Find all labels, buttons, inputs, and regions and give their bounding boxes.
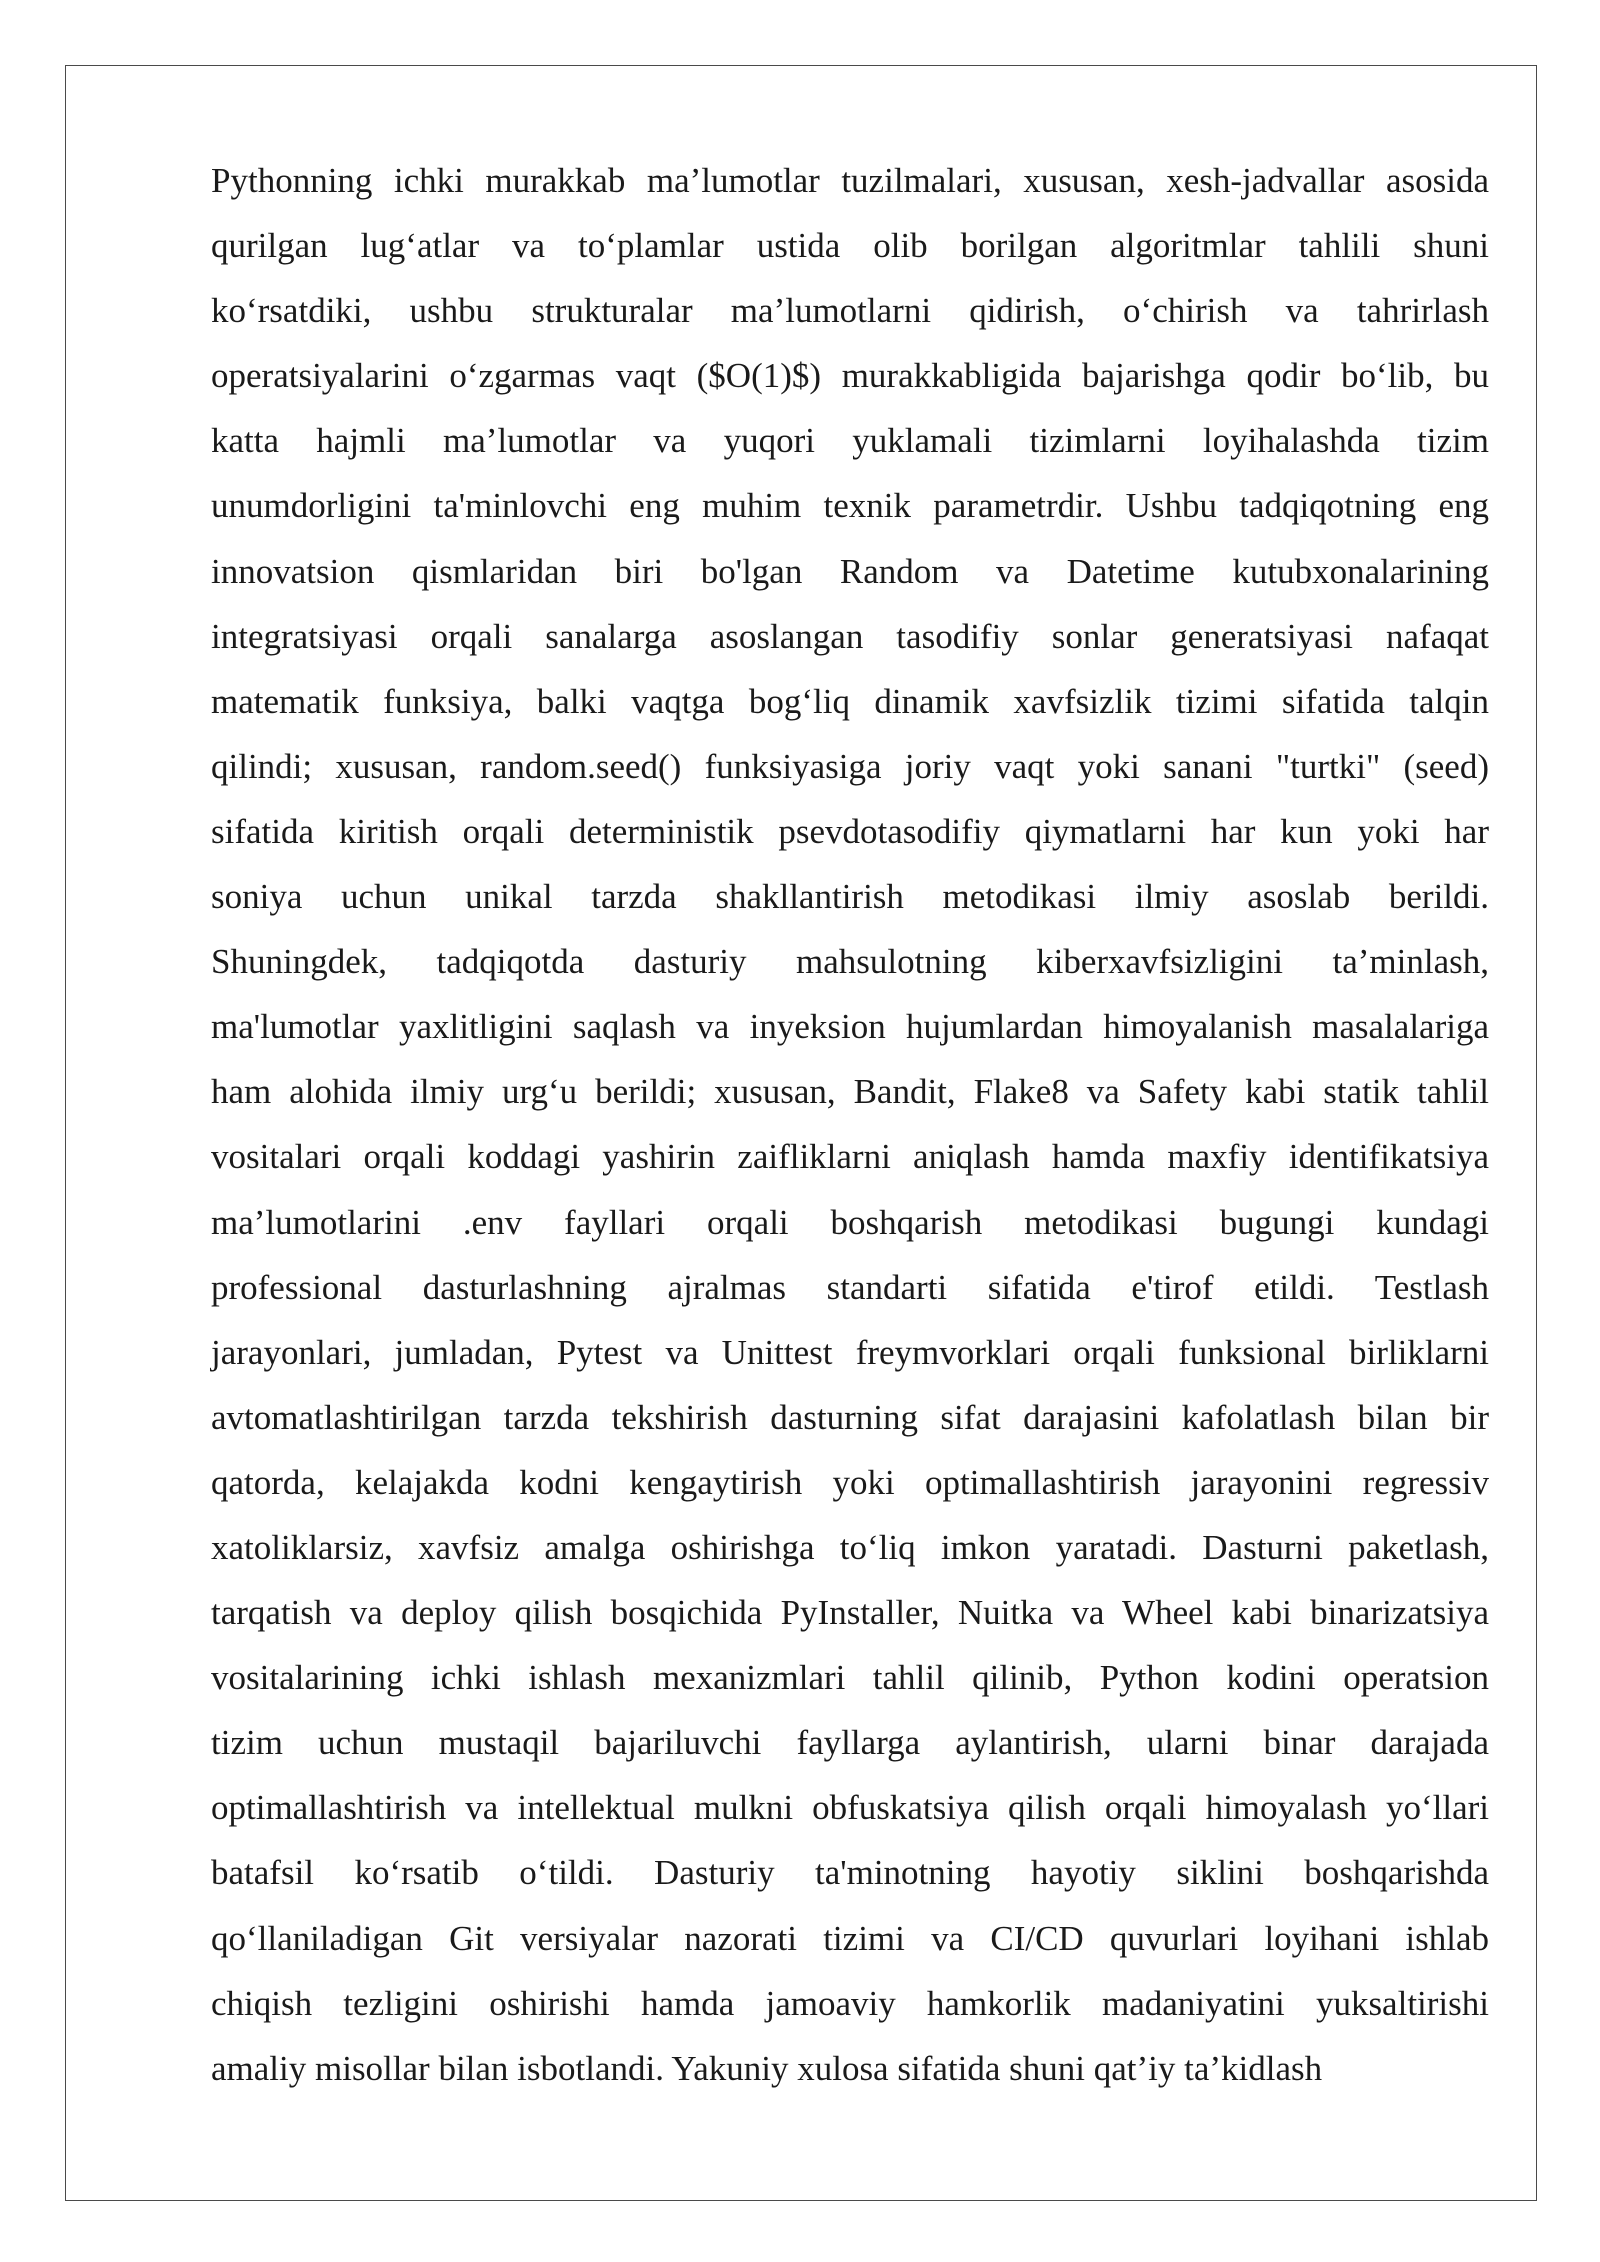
text-line: Pythonning ichki murakkab ma’lumotlar tuzilmalari, xususan, xesh-jadvallar asosida — [211, 161, 1489, 200]
text-line: soniya uchun unikal tarzda shakllantirish metodikasi ilmiy asoslab berildi. — [211, 877, 1489, 917]
text-line: professional dasturlashning ajralmas standarti sifatida e'tirof etildi. Testlash — [211, 1267, 1489, 1307]
text-line: ko‘rsatdiki, ushbu strukturalar ma’lumotlarni qidirish, o‘chirish va tahrirlash — [211, 291, 1489, 331]
text-line: Shuningdek, tadqiqotda dasturiy mahsulotning kiberxavfsizligini ta’minlash, — [211, 942, 1489, 982]
text-line: matematik funksiya, balki vaqtga bog‘liq dinamik xavfsizlik tizimi sifatida talqin — [211, 681, 1489, 721]
text-line: integratsiyasi orqali sanalarga asoslangan tasodifiy sonlar generatsiyasi nafaqat — [211, 616, 1489, 656]
text-line: vositalari orqali koddagi yashirin zaifliklarni aniqlash hamda maxfiy identifikatsiya — [211, 1137, 1489, 1177]
text-line: vositalarining ichki ishlash mexanizmlari tahlil qilinib, Python kodini operatsion — [211, 1658, 1489, 1698]
text-line: tizim uchun mustaqil bajariluvchi fayllarga aylantirish, ularni binar darajada — [211, 1723, 1489, 1763]
text-line: operatsiyalarini o‘zgarmas vaqt ($O(1)$) murakkabligida bajarishga qodir bo‘lib, bu — [211, 356, 1489, 396]
text-line: innovatsion qismlaridan biri bo'lgan Random va Datetime kutubxonalarining — [211, 551, 1489, 591]
text-line: qatorda, kelajakda kodni kengaytirish yoki optimallashtirish jarayonini regressiv — [211, 1462, 1489, 1502]
text-line: batafsil ko‘rsatib o‘tildi. Dasturiy ta'minotning hayotiy siklini boshqarishda — [211, 1853, 1489, 1893]
text-line: xatoliklarsiz, xavfsiz amalga oshirishga to‘liq imkon yaratadi. Dasturni paketlash, — [211, 1527, 1489, 1567]
text-line: optimallashtirish va intellektual mulkni obfuskatsiya qilish orqali himoyalash yo‘llari — [211, 1788, 1489, 1828]
text-line: sifatida kiritish orqali deterministik psevdotasodifiy qiymatlarni har kun yoki har — [211, 811, 1489, 851]
text-line: katta hajmli ma’lumotlar va yuqori yuklamali tizimlarni loyihalashda tizim — [211, 421, 1489, 461]
text-line: avtomatlashtirilgan tarzda tekshirish dasturning sifat darajasini kafolatlash bilan bir — [211, 1397, 1489, 1437]
text-line: ham alohida ilmiy urg‘u berildi; xususan, Bandit, Flake8 va Safety kabi statik tahlil — [211, 1072, 1489, 1112]
text-line: jarayonlari, jumladan, Pytest va Unittest freymvorklari orqali funksional birliklarni — [211, 1332, 1489, 1372]
text-line: ma’lumotlarini .env fayllari orqali boshqarish metodikasi bugungi kundagi — [211, 1202, 1489, 1242]
text-line: qurilgan lug‘atlar va to‘plamlar ustida olib borilgan algoritmlar tahlili shuni — [211, 226, 1489, 266]
text-line: amaliy misollar bilan isbotlandi. Yakuniy xulosa sifatida shuni qat’iy ta’kidlash — [211, 2048, 1323, 2088]
text-line: qo‘llaniladigan Git versiyalar nazorati tizimi va CI/CD quvurlari loyihani ishlab — [211, 1918, 1489, 1958]
body-paragraph — [211, 148, 1489, 2101]
text-line: qilindi; xususan, random.seed() funksiyasiga joriy vaqt yoki sanani "turtki" (seed) — [211, 746, 1489, 786]
text-line: ma'lumotlar yaxlitligini saqlash va inyeksion hujumlardan himoyalanish masalalariga — [211, 1007, 1489, 1047]
text-line: unumdorligini ta'minlovchi eng muhim texnik parametrdir. Ushbu tadqiqotning eng — [211, 486, 1489, 526]
text-line: chiqish tezligini oshirishi hamda jamoaviy hamkorlik madaniyatini yuksaltirishi — [211, 1983, 1489, 2023]
text-line: tarqatish va deploy qilish bosqichida PyInstaller, Nuitka va Wheel kabi binarizatsiya — [211, 1593, 1489, 1633]
